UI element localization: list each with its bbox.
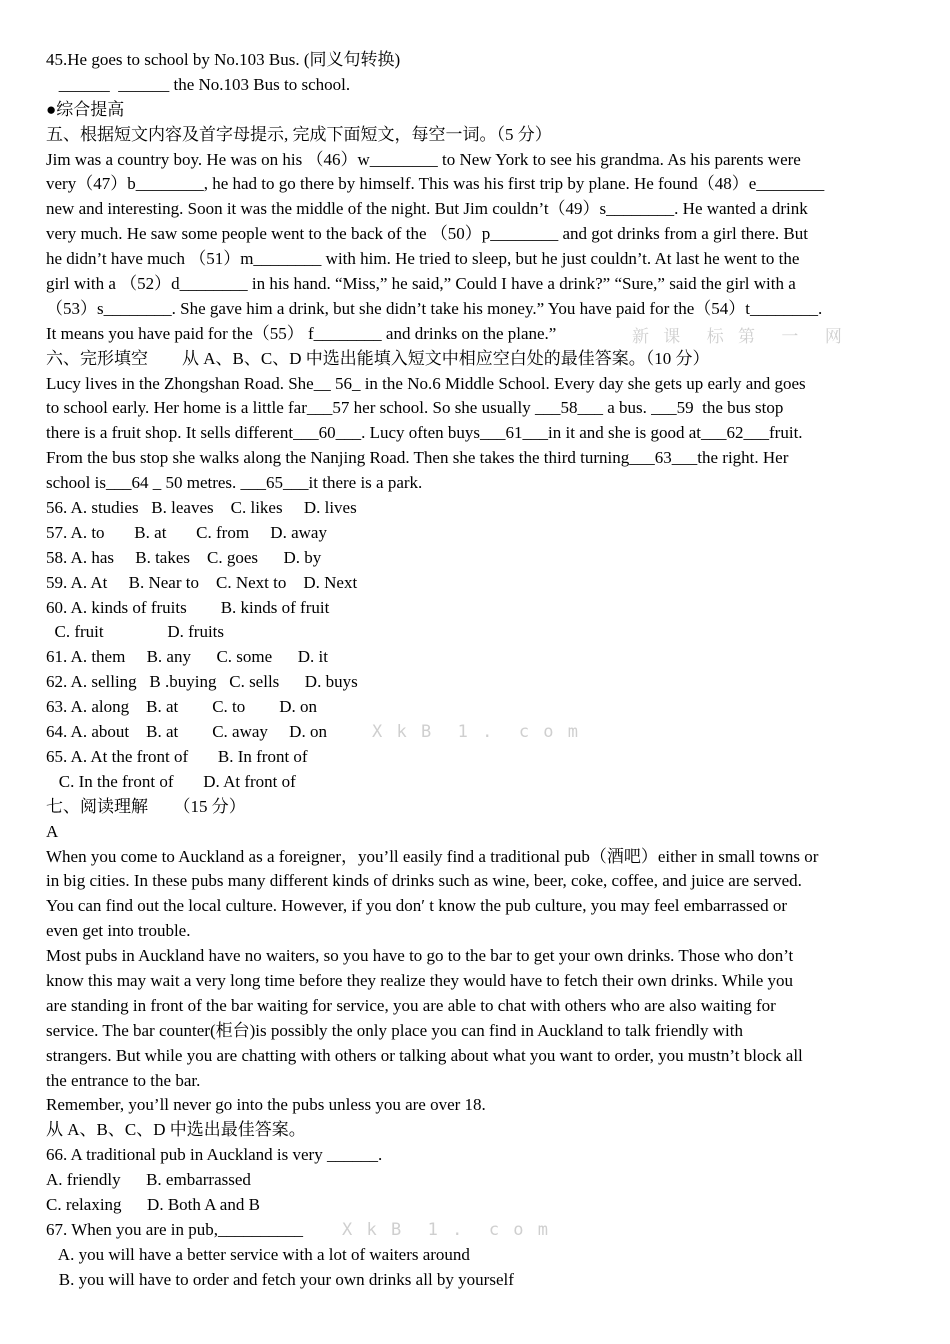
text-line-47: C. relaxing D. Both A and B — [46, 1194, 260, 1214]
text-line-40: service. The bar counter(柜台)is possibly the only place you can find in Auckland to talk friendly with — [46, 1020, 743, 1040]
text-line-35: You can find out the local culture. However, if you don′ t know the pub culture, you may feel embarrassed or — [46, 896, 788, 916]
text-line-17: From the bus stop she walks along the Nanjing Road. Then she takes the third turning___63___the right. Her — [46, 448, 789, 468]
text-line-23: 60. A. kinds of fruits B. kinds of fruit — [46, 597, 330, 617]
text-line-31: 七、阅读理解 （15 分） — [46, 796, 246, 816]
text-line-14: Lucy lives in the Zhongshan Road. She__ 56_ in the No.6 Middle School. Every day she gets up early and goes — [46, 373, 806, 393]
text-line-37: Most pubs in Auckland have no waiters, so you have to go to the bar to get your own drinks. Those who don’t — [46, 946, 794, 966]
text-line-39: are standing in front of the bar waiting for service, you are able to chat with others who are also waiting for — [46, 995, 776, 1015]
text-line-48: 67. When you are in pub,__________ — [46, 1219, 304, 1239]
text-line-22: 59. A. At B. Near to C. Next to D. Next — [46, 572, 358, 592]
text-line-44: 从 A、B、C、D 中选出最佳答案。 — [46, 1120, 306, 1140]
text-line-8: very much. He saw some people went to the back of the （50）p________ and got drinks from a girl there. But — [46, 224, 808, 244]
text-line-5: Jim was a country boy. He was on his （46）w________ to New York to see his grandma. As his parents were — [46, 149, 801, 169]
text-line-13: 六、完形填空 从 A、B、C、D 中选出能填入短文中相应空白处的最佳答案。（10 分） — [46, 348, 710, 368]
text-line-27: 63. A. along B. at C. to D. on — [46, 697, 318, 717]
text-line-21: 58. A. has B. takes C. goes D. by — [46, 547, 322, 567]
watermark-xinkebiao: 新 课 标 第 一 网 — [632, 327, 844, 347]
text-line-36: even get into trouble. — [46, 921, 191, 941]
text-line-11: （53）s________. She gave him a drink, but she didn’t take his money.” You have paid for the（54）t________. — [46, 298, 823, 318]
text-line-33: When you come to Auckland as a foreigner，you’ll easily find a traditional pub（酒吧）either in small towns or — [46, 846, 819, 866]
text-line-18: school is___64 _ 50 metres. ___65___it there is a park. — [46, 473, 423, 493]
document-body — [46, 48, 908, 1293]
text-line-3: ●综合提高 — [46, 99, 125, 119]
text-line-12: It means you have paid for the（55） f________ and drinks on the plane.” — [46, 323, 557, 343]
text-line-32: A — [46, 821, 59, 841]
text-line-49: A. you will have a better service with a lot of waiters around — [46, 1244, 470, 1264]
text-line-43: Remember, you’ll never go into the pubs unless you are over 18. — [46, 1095, 486, 1115]
text-line-9: he didn’t have much （51）m________ with him. He tried to sleep, but he just couldn’t. At last he went to the — [46, 249, 800, 269]
text-line-50: B. you will have to order and fetch your own drinks all by yourself — [46, 1269, 514, 1289]
text-line-28: 64. A. about B. at C. away D. on — [46, 722, 327, 742]
watermark-xkb-2: X k B 1 . c o m — [342, 1220, 550, 1240]
text-line-6: very（47）b________, he had to go there by himself. This was his first trip by plane. He found（48）e________ — [46, 174, 825, 194]
text-line-26: 62. A. selling B .buying C. sells D. buys — [46, 672, 358, 692]
text-line-42: the entrance to the bar. — [46, 1070, 201, 1090]
text-line-10: girl with a （52）d________ in his hand. “Miss,” he said,” Could I have a drink?” “Sure,” said the girl with a — [46, 274, 796, 294]
text-line-20: 57. A. to B. at C. from D. away — [46, 522, 327, 542]
text-line-29: 65. A. At the front of B. In front of — [46, 746, 308, 766]
text-line-24: C. fruit D. fruits — [46, 622, 225, 642]
text-line-30: C. In the front of D. At front of — [46, 771, 296, 791]
text-line-34: in big cities. In these pubs many different kinds of drinks such as wine, beer, coke, coffee, and juice are served. — [46, 871, 802, 891]
text-line-38: know this may wait a very long time before they realize they would have to fetch their own drinks. While you — [46, 970, 794, 990]
text-line-16: there is a fruit shop. It sells different___60___. Lucy often buys___61___in it and she is good at___62___fruit. — [46, 423, 803, 443]
text-line-1: 45.He goes to school by No.103 Bus. (同义句转换) — [46, 50, 401, 69]
text-line-2: ______ ______ the No.103 Bus to school. — [46, 74, 351, 94]
text-line-45: 66. A traditional pub in Auckland is very ______. — [46, 1145, 383, 1165]
text-line-41: strangers. But while you are chatting with others or talking about what you want to order, you mustn’t block all — [46, 1045, 803, 1065]
text-line-15: to school early. Her home is a little far___57 her school. So she usually ___58___ a bus. ___59 the bus stop — [46, 398, 784, 418]
text-line-7: new and interesting. Soon it was the middle of the night. But Jim couldn’t（49）s________. He wanted a drink — [46, 199, 808, 219]
text-line-19: 56. A. studies B. leaves C. likes D. lives — [46, 498, 357, 518]
text-line-25: 61. A. them B. any C. some D. it — [46, 647, 328, 667]
text-line-4: 五、根据短文内容及首字母提示, 完成下面短文，每空一词。（5 分） — [46, 124, 552, 144]
watermark-xkb-1: X k B 1 . c o m — [372, 722, 580, 742]
text-line-46: A. friendly B. embarrassed — [46, 1170, 251, 1190]
